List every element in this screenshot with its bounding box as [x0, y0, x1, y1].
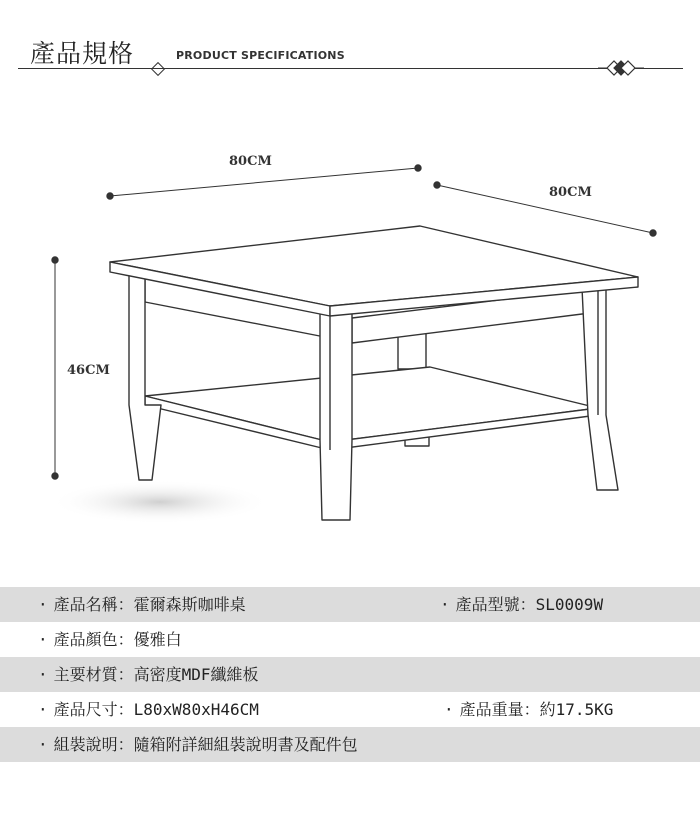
spec-row — [0, 692, 700, 727]
bullet-icon: · — [38, 735, 48, 754]
spec-assembly: 組裝說明：隨箱附詳細組裝說明書及配件包 — [53, 735, 358, 754]
dim-dot — [52, 473, 58, 479]
spec-dimensions: 產品尺寸：L80xW80xH46CM — [53, 700, 259, 719]
bullet-icon: · — [38, 595, 48, 614]
dim-dot — [52, 257, 58, 263]
section-header — [0, 0, 700, 80]
coffee-table-illustration — [0, 140, 700, 540]
bullet-icon: · — [444, 700, 454, 719]
spec-weight: 產品重量：約17.5KG — [459, 700, 614, 719]
header-divider — [18, 68, 683, 69]
dim-dot — [650, 230, 656, 236]
dimension-depth-label: 80CM — [549, 185, 592, 200]
dim-dot — [434, 182, 440, 188]
dimension-height-label: 46CM — [67, 363, 110, 378]
dim-line-depth — [437, 185, 653, 233]
coffee-table-diagram — [0, 140, 700, 540]
diamond-ornament-icon — [151, 62, 165, 76]
spec-row — [0, 657, 700, 692]
page-subtitle: PRODUCT SPECIFICATIONS — [176, 49, 345, 62]
right-leg — [582, 288, 618, 490]
dim-dot — [415, 165, 421, 171]
bullet-icon: · — [38, 700, 48, 719]
bullet-icon: · — [440, 595, 450, 614]
spec-row — [0, 727, 700, 762]
bullet-icon: · — [38, 665, 48, 684]
dimension-width-label: 80CM — [229, 154, 272, 169]
floor-shadow — [50, 480, 270, 524]
spec-product-name: 產品名稱：霍爾森斯咖啡桌 — [53, 595, 246, 614]
spec-row — [0, 587, 700, 622]
bottom-shelf — [145, 367, 598, 442]
page-title: 產品規格 — [30, 39, 135, 68]
spec-color: 產品顏色：優雅白 — [53, 630, 182, 649]
dim-line-width — [110, 168, 418, 196]
spec-model-number: 產品型號：SL0009W — [455, 595, 604, 614]
dim-dot — [107, 193, 113, 199]
bullet-icon: · — [38, 630, 48, 649]
front-leg — [320, 312, 352, 520]
back-leg-upper — [398, 333, 426, 369]
triple-diamond-ornament-icon — [598, 58, 644, 78]
spec-material: 主要材質：高密度MDF纖維板 — [53, 665, 259, 684]
spec-row — [0, 622, 700, 657]
